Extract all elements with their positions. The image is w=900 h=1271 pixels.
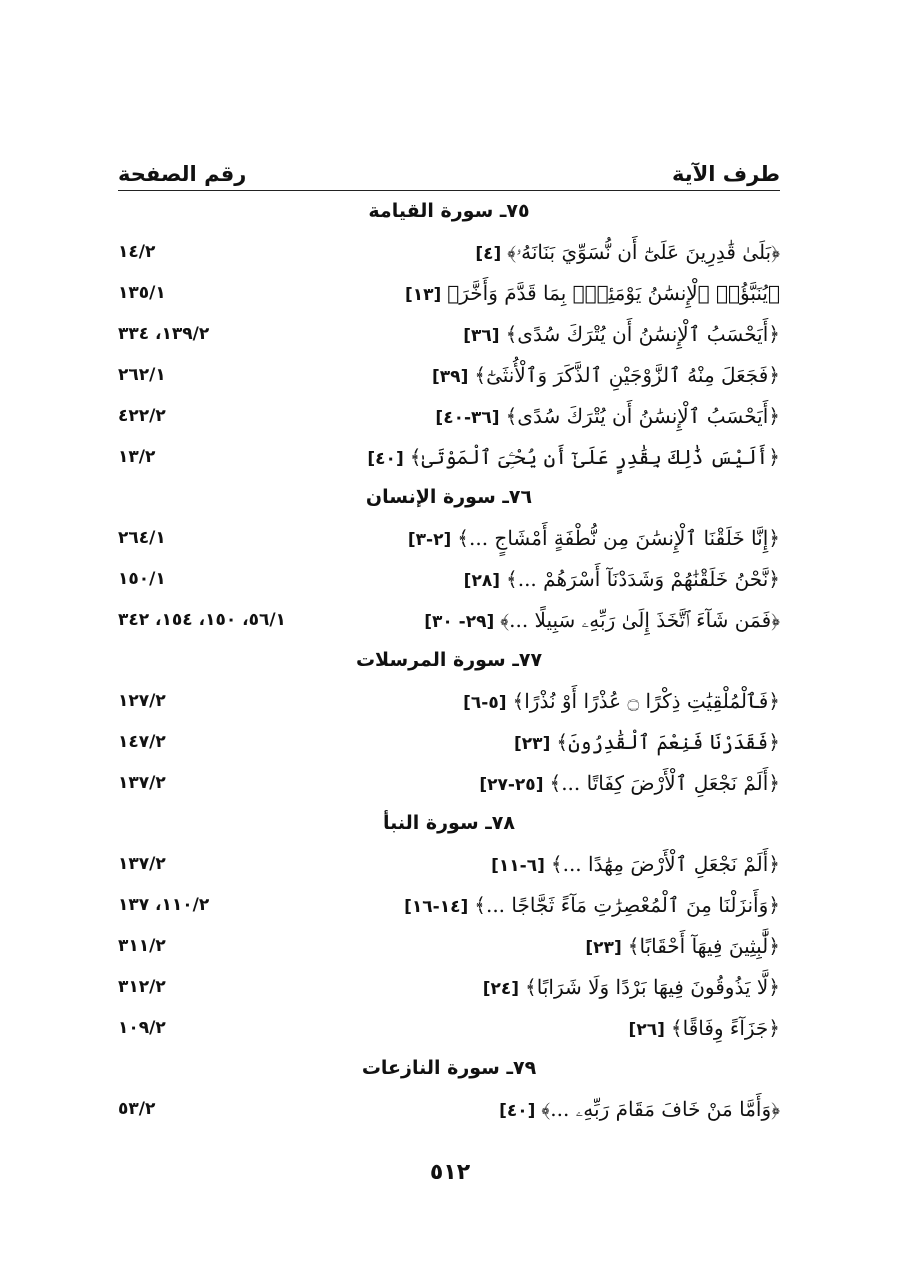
index-row: [118, 599, 780, 640]
page-reference: ٥٣/٢: [118, 1098, 156, 1119]
index-row: [118, 272, 780, 313]
verse-text: ﴿إِنَّا خَلَقْنَا ٱلْإِنسَٰنَ مِن نُّطْفَةٍ أَمْشَاجٍ ...﴾: [457, 525, 780, 550]
surah-heading: ٧٩ـ سورة النازعات: [361, 1057, 537, 1079]
verse-cell: [367, 445, 780, 469]
page-reference: ٣١٢/٢: [118, 976, 166, 997]
index-row: [118, 762, 780, 803]
verse-text: ﴿نَّحْنُ خَلَقْنَٰهُمْ وَشَدَدْنَآ أَسْرَهُمْ ...﴾: [506, 566, 780, 591]
index-page: [118, 150, 780, 1129]
verse-reference: [٤٠]: [499, 1100, 536, 1121]
verse-reference: [٢٦]: [628, 1019, 665, 1040]
verse-text: ﴿يُنَبَّؤُا۟ ٱلْإِنسَٰنُ يَوْمَئِذٍۭ بِمَا قَدَّمَ وَأَخَّرَ﴾: [447, 280, 780, 305]
verse-cell: [483, 975, 780, 999]
page-reference: ١٥٠/١: [118, 568, 166, 589]
verse-reference: [٤]: [475, 243, 502, 264]
page-reference: ٥٦/١، ١٥٠، ١٥٤، ٣٤٢: [118, 609, 286, 630]
verse-reference: [٥-٦]: [463, 692, 507, 713]
surah-heading: ٧٦ـ سورة الإنسان: [365, 486, 533, 508]
verse-cell: [432, 363, 780, 387]
page-reference: ٢٦٢/١: [118, 364, 166, 385]
verse-text: ﴿وَأَنزَلْنَا مِنَ ٱلْمُعْصِرَٰتِ مَآءً ثَجَّاجًا ...﴾: [474, 892, 780, 917]
verse-reference: [٦-١١]: [491, 855, 545, 876]
verse-reference: [٣٦]: [463, 325, 500, 346]
page-reference: ٢٦٤/١: [118, 527, 166, 548]
page-reference: ١٢٧/٢: [118, 690, 166, 711]
verse-text: ﴿فَقَدَرْنَا فَنِعْمَ ٱلْقَٰدِرُونَ﴾: [556, 729, 780, 754]
index-row: [118, 1007, 780, 1048]
verse-reference: [٢٣]: [585, 937, 622, 958]
index-row: [118, 721, 780, 762]
verse-cell: [479, 771, 780, 795]
verse-text: ﴿أَيَحْسَبُ ٱلْإِنسَٰنُ أَن يُتْرَكَ سُدًى﴾: [505, 321, 780, 346]
verse-column-header: طرف الآية: [671, 162, 780, 186]
surah-heading: ٧٨ـ سورة النبأ: [383, 812, 515, 834]
page-column-header: رقم الصفحة: [118, 162, 247, 186]
index-row: [118, 884, 780, 925]
page-reference: ١٣٧/٢: [118, 772, 166, 793]
verse-cell: [435, 404, 780, 428]
table-header: [118, 150, 780, 191]
verse-text: ﴿لَّا يَذُوقُونَ فِيهَا بَرْدًا وَلَا شَرَابًا﴾: [525, 974, 780, 999]
page-reference: ١٣٩/٢، ٣٣٤: [118, 323, 210, 344]
verse-text: ﴿جَزَآءً وِفَاقًا﴾: [670, 1015, 780, 1040]
verse-reference: [٤٠]: [367, 448, 404, 469]
verse-reference: [٢٩- ٣٠]: [424, 611, 495, 632]
index-row: [118, 231, 780, 272]
verse-reference: [٣٩]: [432, 366, 469, 387]
page-reference: ١٣٧/٢: [118, 853, 166, 874]
page-reference: ١٤٧/٢: [118, 731, 166, 752]
index-row: [118, 925, 780, 966]
verse-reference: [٢٥-٢٧]: [479, 774, 544, 795]
index-row: [118, 558, 780, 599]
verse-cell: [464, 567, 780, 591]
verse-cell: [408, 526, 780, 550]
index-row: [118, 680, 780, 721]
verse-text: ﴿أَيَحْسَبُ ٱلْإِنسَٰنُ أَن يُتْرَكَ سُدًى﴾: [505, 403, 780, 428]
surah-heading: ٧٧ـ سورة المرسلات: [355, 649, 543, 671]
verse-cell: [475, 240, 780, 264]
surah-heading: ٧٥ـ سورة القيامة: [368, 200, 530, 222]
verse-text: ﴿فَمَن شَآءَ ٱتَّخَذَ إِلَىٰ رَبِّهِۦ سَبِيلًا ...﴾: [500, 607, 780, 632]
verse-reference: [٣٦-٤٠]: [435, 407, 500, 428]
verse-text: ﴿أَلَيْسَ ذَٰلِكَ بِقَٰدِرٍ عَلَىٰٓ أَن يُحْـِۧىَ ٱلْمَوْتَىٰ﴾: [409, 444, 780, 469]
verse-cell: [424, 608, 780, 632]
verse-reference: [١٤-١٦]: [404, 896, 469, 917]
index-row: [118, 843, 780, 884]
verse-cell: [585, 934, 780, 958]
index-row: [118, 313, 780, 354]
verse-cell: [514, 730, 780, 754]
verse-text: ﴿لَّٰبِثِينَ فِيهَآ أَحْقَابًا﴾: [627, 933, 780, 958]
page-reference: ١٤/٢: [118, 241, 156, 262]
verse-reference: [٢٤]: [482, 978, 520, 999]
verse-reference: [١٣]: [404, 284, 442, 305]
verse-text: ﴿أَلَمْ نَجْعَلِ ٱلْأَرْضَ مِهَٰدًا ...﴾: [550, 851, 780, 876]
index-content: [118, 191, 780, 1129]
verse-cell: [499, 1097, 780, 1121]
index-row: [118, 395, 780, 436]
index-row: [118, 436, 780, 477]
index-row: [118, 966, 780, 1007]
index-row: [118, 1088, 780, 1129]
verse-text: ﴿فَجَعَلَ مِنْهُ ٱلزَّوْجَيْنِ ٱلذَّكَرَ وَٱلْأُنثَىٰٓ﴾: [474, 362, 780, 387]
verse-reference: [٢-٣]: [407, 529, 452, 550]
page-reference: ٤٢٢/٢: [118, 405, 166, 426]
verse-cell: [629, 1016, 780, 1040]
verse-cell: [491, 852, 780, 876]
page-reference: ١٣٥/١: [118, 282, 166, 303]
verse-text: ﴿بَلَىٰ قَٰدِرِينَ عَلَىٰٓ أَن نُّسَوِّيَ بَنَانَهُۥ﴾: [507, 239, 780, 264]
index-row: [118, 517, 780, 558]
verse-cell: [463, 322, 780, 346]
verse-cell: [405, 281, 780, 305]
page-number: ٥١٢: [429, 1160, 471, 1185]
verse-reference: [٢٨]: [463, 570, 500, 591]
verse-cell: [463, 689, 780, 713]
verse-text: ﴿أَلَمْ نَجْعَلِ ٱلْأَرْضَ كِفَاتًا ...﴾: [549, 770, 780, 795]
verse-text: ﴿وَأَمَّا مَنْ خَافَ مَقَامَ رَبِّهِۦ ...﴾: [541, 1096, 780, 1121]
page-reference: ٣١١/٢: [118, 935, 166, 956]
verse-cell: [404, 893, 780, 917]
verse-text: ﴿فَٱلْمُلْقِيَٰتِ ذِكْرًا ۝ عُذْرًا أَوْ نُذْرًا﴾: [512, 688, 780, 713]
page-reference: ١٣/٢: [118, 446, 156, 467]
page-reference: ١٠٩/٢: [118, 1017, 166, 1038]
index-row: [118, 354, 780, 395]
page-reference: ١١٠/٢، ١٣٧: [118, 894, 210, 915]
verse-reference: [٢٣]: [514, 733, 551, 754]
